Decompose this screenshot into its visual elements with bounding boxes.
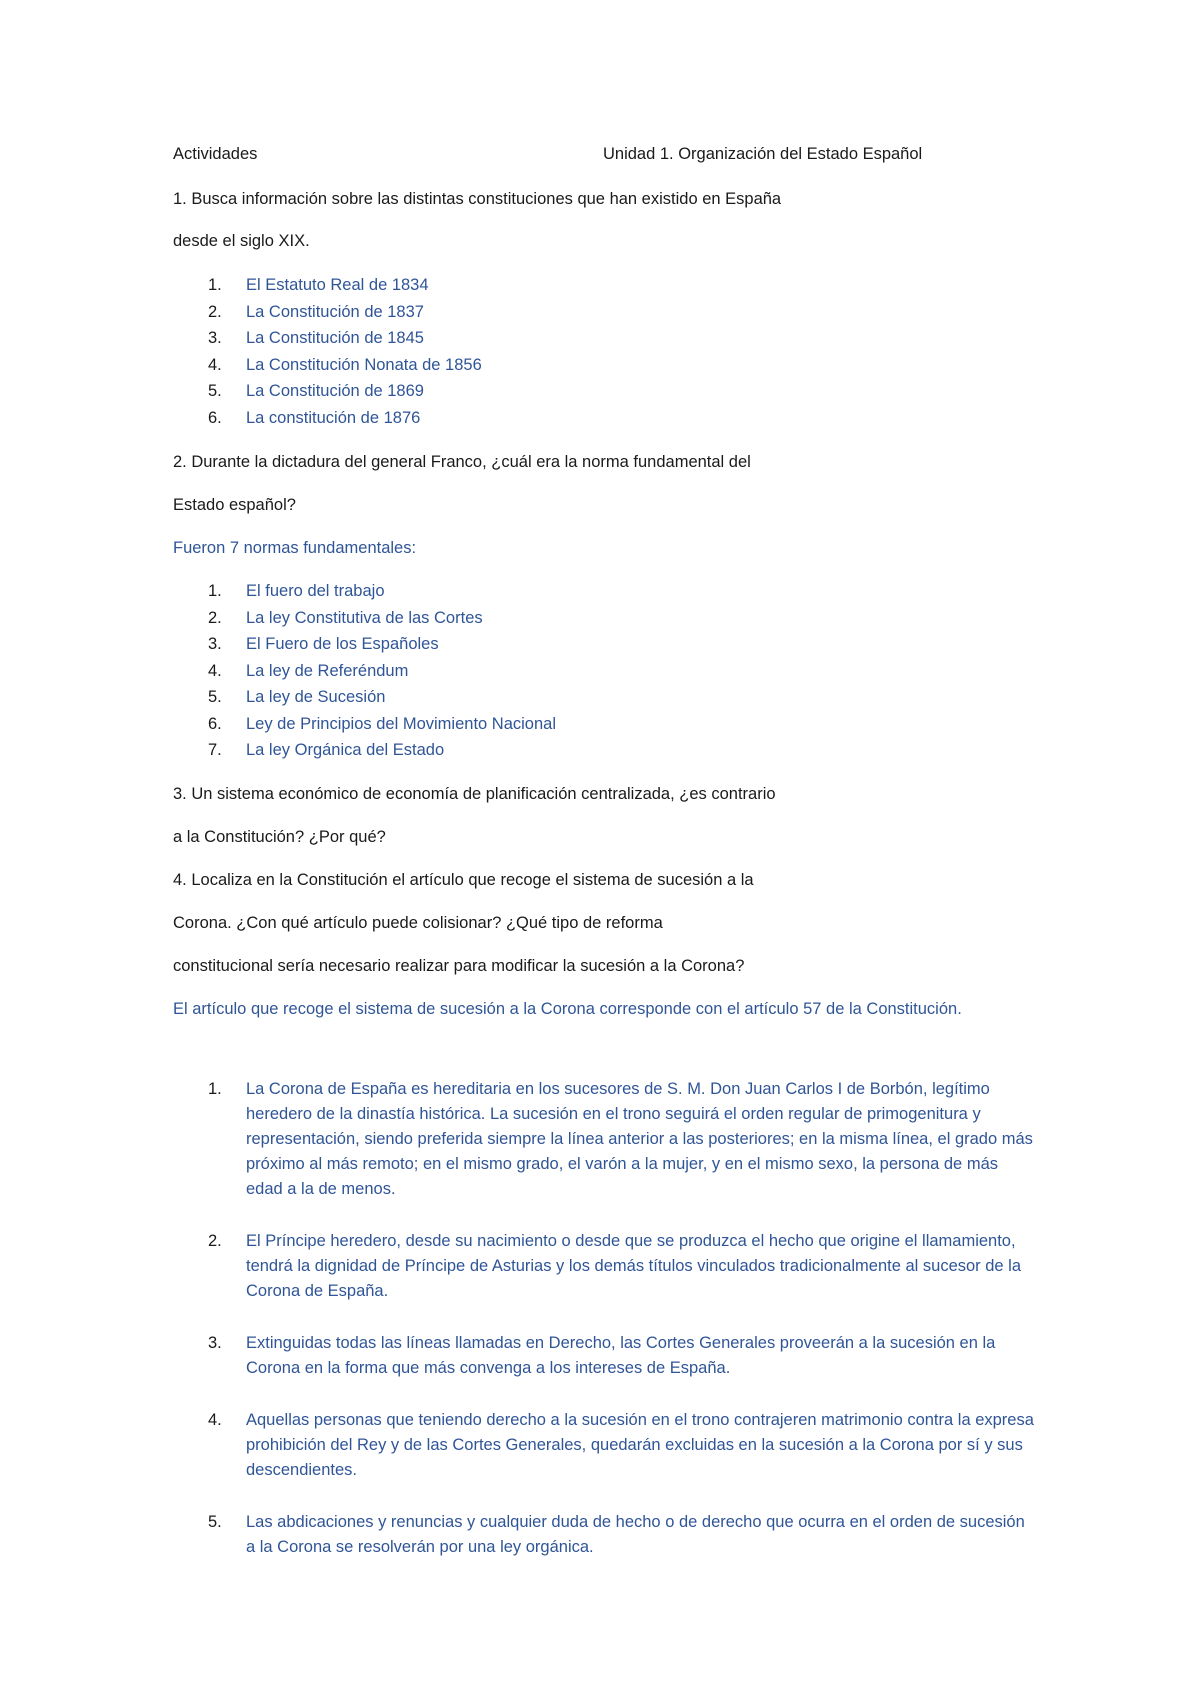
question-4-answer-intro: El artículo que recoge el sistema de sucesión a la Corona corresponde con el artículo 57 de la Constitución.: [173, 1000, 962, 1018]
list-text: La ley de Referéndum: [246, 661, 409, 680]
list-number: 3.: [208, 635, 222, 653]
list-number: 7.: [208, 741, 222, 759]
list-text: Las abdicaciones y renuncias y cualquier duda de hecho o de derecho que ocurra en el orden de sucesión a la Corona se resolverán por una ley orgánica.: [246, 1513, 1025, 1556]
header-activities: Actividades: [173, 145, 258, 163]
question-2-line-2: Estado español?: [173, 496, 296, 514]
list-text: La Constitución de 1837: [246, 302, 424, 321]
list-number: 6.: [208, 408, 222, 427]
list-item: [173, 352, 482, 379]
list-item: [173, 299, 482, 326]
question-3-line-1: 3. Un sistema económico de economía de planificación centralizada, ¿es contrario: [173, 785, 776, 803]
question-2-line-1: 2. Durante la dictadura del general Franco, ¿cuál era la norma fundamental del: [173, 453, 751, 471]
list-number: 1.: [208, 582, 222, 600]
question-4-line-2: Corona. ¿Con qué artículo puede colisionar? ¿Qué tipo de reforma: [173, 914, 663, 932]
list-number: 4.: [208, 661, 222, 680]
list-number: 2.: [208, 302, 222, 321]
question-2-answer-intro: Fueron 7 normas fundamentales:: [173, 539, 417, 557]
header-unit-title: Unidad 1. Organización del Estado Español: [603, 145, 923, 163]
list-number: 3.: [208, 329, 222, 347]
list-number: 3.: [208, 1334, 222, 1352]
list-item: [173, 1229, 1036, 1304]
list-text: El Estatuto Real de 1834: [246, 276, 429, 294]
list-text: La ley Constitutiva de las Cortes: [246, 608, 483, 627]
article-57-list: [173, 1077, 1036, 1587]
list-number: 1.: [208, 1080, 222, 1098]
list-item: [173, 631, 556, 658]
list-text: La Constitución Nonata de 1856: [246, 355, 482, 374]
list-item: [173, 272, 482, 299]
list-number: 5.: [208, 688, 222, 706]
list-text: El fuero del trabajo: [246, 582, 385, 600]
list-number: 6.: [208, 714, 222, 733]
list-text: La Constitución de 1869: [246, 382, 424, 400]
list-item: [173, 378, 482, 405]
list-number: 5.: [208, 382, 222, 400]
list-text: La Constitución de 1845: [246, 329, 424, 347]
list-number: 4.: [208, 355, 222, 374]
list-text: El Príncipe heredero, desde su nacimiento o desde que se produzca el hecho que origine el llamamiento, tendrá la dignidad de Príncipe de Asturias y los demás títulos vinculados tradicionalmente al sucesor de la Corona de España.: [246, 1232, 1022, 1300]
list-item: [173, 1077, 1036, 1202]
list-item: [173, 1331, 1036, 1381]
list-item: [173, 737, 556, 764]
list-item: [173, 684, 556, 711]
list-number: 4.: [208, 1411, 222, 1429]
list-number: 1.: [208, 276, 222, 294]
list-text: La Corona de España es hereditaria en los sucesores de S. M. Don Juan Carlos I de Borbón, legítimo heredero de la dinastía histórica. La sucesión en el trono seguirá el orden regular de primogenitura y representación, siendo preferida siempre la línea anterior a las posteriores; en la misma línea, el grado más próximo al más remoto; en el mismo grado, el varón a la mujer, y en el mismo sexo, la persona de más edad a la de menos.: [246, 1080, 1033, 1198]
list-item: [173, 1510, 1036, 1560]
list-text: La ley de Sucesión: [246, 688, 386, 706]
question-1-line-1: 1. Busca información sobre las distintas constituciones que han existido en España: [173, 190, 782, 208]
list-number: 2.: [208, 1232, 222, 1250]
question-4-line-1: 4. Localiza en la Constitución el artículo que recoge el sistema de sucesión a la: [173, 871, 754, 889]
list-item: [173, 658, 556, 685]
list-item: [173, 605, 556, 632]
question-4-line-3: constitucional sería necesario realizar para modificar la sucesión a la Corona?: [173, 957, 745, 975]
list-text: Aquellas personas que teniendo derecho a la sucesión en el trono contrajeren matrimonio contra la expresa prohibición del Rey y de las Cortes Generales, quedarán excluidas en la sucesión a la Corona por sí y sus descendientes.: [246, 1411, 1034, 1479]
list-item: [173, 325, 482, 352]
list-item: [173, 405, 482, 432]
list-number: 2.: [208, 608, 222, 627]
list-item: [173, 578, 556, 605]
list-text: El Fuero de los Españoles: [246, 635, 439, 653]
fundamental-laws-list: [173, 578, 556, 764]
list-text: La constitución de 1876: [246, 408, 421, 427]
list-text: Ley de Principios del Movimiento Nacional: [246, 714, 556, 733]
list-item: [173, 711, 556, 738]
list-item: [173, 1408, 1036, 1483]
question-1-line-2: desde el siglo XIX.: [173, 232, 310, 250]
question-3-line-2: a la Constitución? ¿Por qué?: [173, 828, 386, 846]
list-text: Extinguidas todas las líneas llamadas en Derecho, las Cortes Generales proveerán a la sucesión en la Corona en la forma que más convenga a los intereses de España.: [246, 1334, 996, 1377]
list-text: La ley Orgánica del Estado: [246, 741, 445, 759]
constitutions-list: [173, 272, 482, 431]
list-number: 5.: [208, 1513, 222, 1531]
